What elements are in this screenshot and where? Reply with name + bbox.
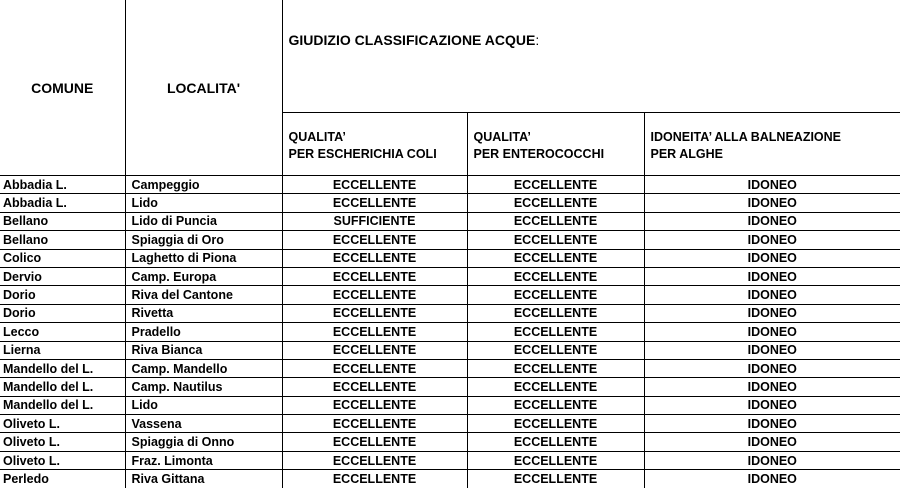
header-qualita-enterococchi-line1: QUALITA’ bbox=[474, 129, 644, 146]
comune-cell: Dervio bbox=[0, 267, 125, 285]
alghe-cell: IDONEO bbox=[644, 451, 900, 469]
escherichia-cell: ECCELLENTE bbox=[282, 433, 467, 451]
alghe-cell: IDONEO bbox=[644, 176, 900, 194]
header-giudizio-colon: : bbox=[535, 32, 539, 48]
escherichia-cell: ECCELLENTE bbox=[282, 286, 467, 304]
enterococchi-cell: ECCELLENTE bbox=[467, 341, 644, 359]
localita-cell: Lido bbox=[125, 396, 282, 414]
localita-cell: Rivetta bbox=[125, 304, 282, 322]
comune-cell: Perledo bbox=[0, 470, 125, 488]
localita-cell: Riva Bianca bbox=[125, 341, 282, 359]
localita-cell: Spiaggia di Oro bbox=[125, 231, 282, 249]
header-comune: COMUNE bbox=[0, 0, 125, 176]
comune-cell: Oliveto L. bbox=[0, 451, 125, 469]
enterococchi-cell: ECCELLENTE bbox=[467, 304, 644, 322]
table-row bbox=[0, 323, 900, 341]
escherichia-cell: ECCELLENTE bbox=[282, 341, 467, 359]
alghe-cell: IDONEO bbox=[644, 433, 900, 451]
escherichia-cell: ECCELLENTE bbox=[282, 304, 467, 322]
table-row bbox=[0, 212, 900, 230]
comune-cell: Abbadia L. bbox=[0, 176, 125, 194]
escherichia-cell: ECCELLENTE bbox=[282, 378, 467, 396]
escherichia-cell: ECCELLENTE bbox=[282, 470, 467, 488]
comune-cell: Mandello del L. bbox=[0, 378, 125, 396]
enterococchi-cell: ECCELLENTE bbox=[467, 451, 644, 469]
header-idoneita-alghe bbox=[644, 113, 900, 176]
alghe-cell: IDONEO bbox=[644, 267, 900, 285]
comune-cell: Mandello del L. bbox=[0, 396, 125, 414]
table-row bbox=[0, 267, 900, 285]
enterococchi-cell: ECCELLENTE bbox=[467, 433, 644, 451]
alghe-cell: IDONEO bbox=[644, 231, 900, 249]
enterococchi-cell: ECCELLENTE bbox=[467, 470, 644, 488]
table-row bbox=[0, 304, 900, 322]
comune-cell: Lecco bbox=[0, 323, 125, 341]
header-idoneita-line2: PER ALGHE bbox=[651, 146, 900, 163]
alghe-cell: IDONEO bbox=[644, 286, 900, 304]
table-row bbox=[0, 194, 900, 212]
table-row bbox=[0, 396, 900, 414]
table-row bbox=[0, 176, 900, 194]
header-localita: LOCALITA' bbox=[125, 0, 282, 176]
escherichia-cell: ECCELLENTE bbox=[282, 194, 467, 212]
alghe-cell: IDONEO bbox=[644, 359, 900, 377]
escherichia-cell: ECCELLENTE bbox=[282, 359, 467, 377]
localita-cell: Camp. Europa bbox=[125, 267, 282, 285]
escherichia-cell: ECCELLENTE bbox=[282, 451, 467, 469]
comune-cell: Bellano bbox=[0, 212, 125, 230]
escherichia-cell: ECCELLENTE bbox=[282, 323, 467, 341]
comune-cell: Lierna bbox=[0, 341, 125, 359]
localita-cell: Spiaggia di Onno bbox=[125, 433, 282, 451]
enterococchi-cell: ECCELLENTE bbox=[467, 378, 644, 396]
alghe-cell: IDONEO bbox=[644, 341, 900, 359]
alghe-cell: IDONEO bbox=[644, 249, 900, 267]
localita-cell: Lido di Puncia bbox=[125, 212, 282, 230]
enterococchi-cell: ECCELLENTE bbox=[467, 323, 644, 341]
comune-cell: Oliveto L. bbox=[0, 415, 125, 433]
alghe-cell: IDONEO bbox=[644, 470, 900, 488]
comune-cell: Colico bbox=[0, 249, 125, 267]
alghe-cell: IDONEO bbox=[644, 304, 900, 322]
table-row bbox=[0, 359, 900, 377]
comune-cell: Mandello del L. bbox=[0, 359, 125, 377]
header-qualita-escherichia-line1: QUALITA’ bbox=[289, 129, 467, 146]
comune-cell: Dorio bbox=[0, 286, 125, 304]
table-row bbox=[0, 249, 900, 267]
escherichia-cell: ECCELLENTE bbox=[282, 396, 467, 414]
enterococchi-cell: ECCELLENTE bbox=[467, 396, 644, 414]
escherichia-cell: ECCELLENTE bbox=[282, 176, 467, 194]
alghe-cell: IDONEO bbox=[644, 323, 900, 341]
localita-cell: Fraz. Limonta bbox=[125, 451, 282, 469]
escherichia-cell: ECCELLENTE bbox=[282, 267, 467, 285]
enterococchi-cell: ECCELLENTE bbox=[467, 267, 644, 285]
localita-cell: Riva del Cantone bbox=[125, 286, 282, 304]
header-giudizio-text: GIUDIZIO CLASSIFICAZIONE ACQUE bbox=[289, 32, 536, 48]
enterococchi-cell: ECCELLENTE bbox=[467, 286, 644, 304]
table-row bbox=[0, 433, 900, 451]
table-body bbox=[0, 176, 900, 488]
table-row bbox=[0, 231, 900, 249]
escherichia-cell: ECCELLENTE bbox=[282, 415, 467, 433]
table-row bbox=[0, 470, 900, 488]
comune-cell: Abbadia L. bbox=[0, 194, 125, 212]
escherichia-cell: SUFFICIENTE bbox=[282, 212, 467, 230]
enterococchi-cell: ECCELLENTE bbox=[467, 176, 644, 194]
table-row bbox=[0, 451, 900, 469]
enterococchi-cell: ECCELLENTE bbox=[467, 231, 644, 249]
enterococchi-cell: ECCELLENTE bbox=[467, 212, 644, 230]
alghe-cell: IDONEO bbox=[644, 378, 900, 396]
escherichia-cell: ECCELLENTE bbox=[282, 249, 467, 267]
localita-cell: Campeggio bbox=[125, 176, 282, 194]
localita-cell: Vassena bbox=[125, 415, 282, 433]
alghe-cell: IDONEO bbox=[644, 396, 900, 414]
localita-cell: Camp. Nautilus bbox=[125, 378, 282, 396]
enterococchi-cell: ECCELLENTE bbox=[467, 359, 644, 377]
table-row bbox=[0, 378, 900, 396]
header-idoneita-line1: IDONEITA’ ALLA BALNEAZIONE bbox=[651, 129, 900, 146]
enterococchi-cell: ECCELLENTE bbox=[467, 415, 644, 433]
header-giudizio bbox=[282, 0, 900, 113]
alghe-cell: IDONEO bbox=[644, 415, 900, 433]
enterococchi-cell: ECCELLENTE bbox=[467, 194, 644, 212]
header-qualita-enterococchi-line2: PER ENTEROCOCCHI bbox=[474, 146, 644, 163]
header-qualita-escherichia bbox=[282, 113, 467, 176]
localita-cell: Camp. Mandello bbox=[125, 359, 282, 377]
escherichia-cell: ECCELLENTE bbox=[282, 231, 467, 249]
header-qualita-escherichia-line2: PER ESCHERICHIA COLI bbox=[289, 146, 467, 163]
table-row bbox=[0, 415, 900, 433]
localita-cell: Riva Gittana bbox=[125, 470, 282, 488]
localita-cell: Lido bbox=[125, 194, 282, 212]
table-row bbox=[0, 341, 900, 359]
comune-cell: Oliveto L. bbox=[0, 433, 125, 451]
alghe-cell: IDONEO bbox=[644, 194, 900, 212]
table-row bbox=[0, 286, 900, 304]
comune-cell: Bellano bbox=[0, 231, 125, 249]
localita-cell: Pradello bbox=[125, 323, 282, 341]
enterococchi-cell: ECCELLENTE bbox=[467, 249, 644, 267]
comune-cell: Dorio bbox=[0, 304, 125, 322]
localita-cell: Laghetto di Piona bbox=[125, 249, 282, 267]
alghe-cell: IDONEO bbox=[644, 212, 900, 230]
header-qualita-enterococchi bbox=[467, 113, 644, 176]
